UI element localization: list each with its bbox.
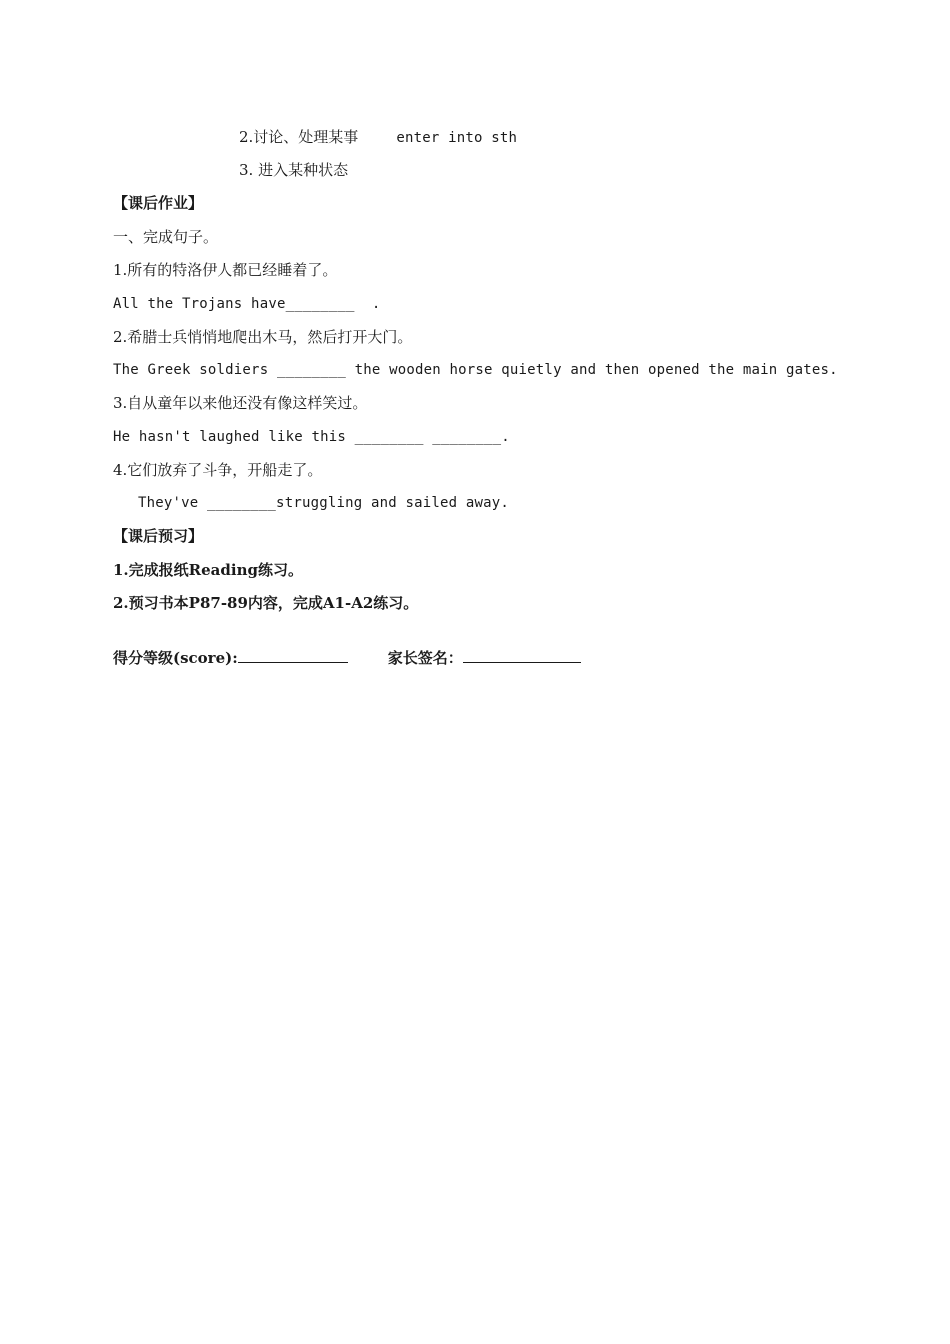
phrase-item-2 [239, 127, 517, 148]
preview-heading: 【课后预习】 [113, 527, 204, 545]
score-row [113, 646, 581, 668]
question-2-chinese: 2.希腊士兵悄悄地爬出木马，然后打开大门。 [113, 328, 413, 346]
question-2-english: The Greek soldiers ________ the wooden horse quietly and then opened the main gates. [113, 362, 838, 378]
score-blank[interactable] [238, 646, 348, 663]
question-1-chinese: 1.所有的特洛伊人都已经睡着了。 [113, 261, 338, 279]
question-3-english: He hasn't laughed like this ________ ________. [113, 429, 510, 445]
phrase-item-2-en: enter into sth [396, 130, 518, 146]
preview-item-1: 1.完成报纸Reading练习。 [113, 561, 303, 579]
preview-item-2: 2.预习书本P87-89内容，完成A1-A2练习。 [113, 594, 419, 612]
homework-heading: 【课后作业】 [113, 194, 204, 212]
question-4-chinese: 4.它们放弃了斗争，开船走了。 [113, 461, 323, 479]
score-label: 得分等级(score): [113, 649, 238, 667]
phrase-item-3: 3. 进入某种状态 [239, 161, 349, 179]
homework-section-title: 一、完成句子。 [113, 228, 219, 246]
question-3-chinese: 3.自从童年以来他还没有像这样笑过。 [113, 394, 368, 412]
question-1-english: All the Trojans have________ . [113, 296, 381, 312]
parent-signature-blank[interactable] [463, 646, 581, 663]
parent-signature-label: 家长签名： [387, 649, 463, 667]
phrase-item-2-cn: 2.讨论、处理某事 [239, 128, 359, 146]
question-4-english: They've ________struggling and sailed away. [138, 495, 510, 511]
